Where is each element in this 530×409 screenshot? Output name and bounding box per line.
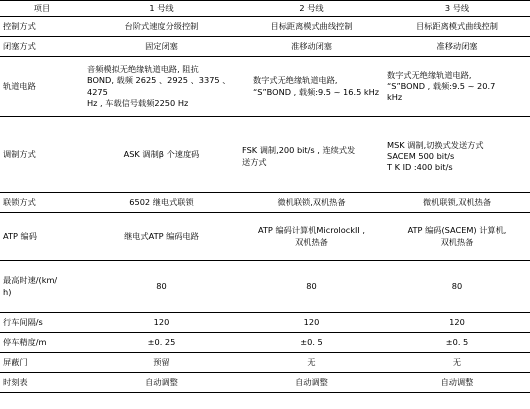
table-row: [0, 213, 530, 261]
cell-line-3: MSK 调制,切换式发送方式 SACEM 500 bit/s T K ID :400 bit/s: [384, 117, 530, 193]
row-label: 行车间隔/s: [0, 313, 84, 333]
row-label: 最高时速/(km/ h): [0, 261, 84, 313]
cell-line-3: 自动调整: [384, 373, 530, 393]
row-label: 轨道电路: [0, 57, 84, 117]
row-label: 屏蔽门: [0, 353, 84, 373]
cell-line-3: ATP 编码(SACEM) 计算机, 双机热备: [384, 213, 530, 261]
cell-line-3: 目标距离模式曲线控制: [384, 17, 530, 37]
cell-line-2: 120: [239, 313, 384, 333]
table-row: [0, 193, 530, 213]
table-row: [0, 37, 530, 57]
table-row: [0, 261, 530, 313]
row-label: 停车精度/m: [0, 333, 84, 353]
cell-line-2: 微机联锁,双机热备: [239, 193, 384, 213]
cell-line-2: 目标距离模式曲线控制: [239, 17, 384, 37]
table-row: [0, 353, 530, 373]
row-label: 时刻表: [0, 373, 84, 393]
cell-line-2: 80: [239, 261, 384, 313]
cell-line-1: 音频模拟无绝缘轨道电路, 阻抗 BOND, 载频 2625 、2925 、3375 、4275 Hz , 车载信号载频2250 Hz: [84, 57, 239, 117]
table-row: [0, 373, 530, 393]
table-row: [0, 333, 530, 353]
cell-line-1: 自动调整: [84, 373, 239, 393]
header-item: 项目: [0, 1, 84, 17]
row-label: 联锁方式: [0, 193, 84, 213]
cell-line-3: 准移动闭塞: [384, 37, 530, 57]
cell-line-2: 自动调整: [239, 373, 384, 393]
cell-line-3: ±0. 5: [384, 333, 530, 353]
cell-line-3: 120: [384, 313, 530, 333]
header-line-1: 1 号线: [84, 1, 239, 17]
table-row: [0, 117, 530, 193]
cell-line-2: ATP 编码计算机MicrolockII , 双机热备: [239, 213, 384, 261]
cell-line-1: 台阶式速度分级控制: [84, 17, 239, 37]
table-row: [0, 17, 530, 37]
cell-line-2: 数字式无绝缘轨道电路, “S”BOND , 载频:9.5 ~ 16.5 kHz: [239, 57, 384, 117]
row-label: 调制方式: [0, 117, 84, 193]
row-label: ATP 编码: [0, 213, 84, 261]
cell-line-1: 固定闭塞: [84, 37, 239, 57]
cell-line-1: 继电式ATP 编码电路: [84, 213, 239, 261]
cell-line-1: 80: [84, 261, 239, 313]
cell-line-3: 无: [384, 353, 530, 373]
cell-line-3: 80: [384, 261, 530, 313]
cell-line-1: ASK 调制β 个速度码: [84, 117, 239, 193]
cell-line-2: 无: [239, 353, 384, 373]
cell-line-1: 预留: [84, 353, 239, 373]
cell-line-3: 数字式无绝缘轨道电路, “S”BOND , 载频:9.5 ~ 20.7 kHz: [384, 57, 530, 117]
cell-line-1: 120: [84, 313, 239, 333]
cell-line-2: ±0. 5: [239, 333, 384, 353]
cell-line-1: ±0. 25: [84, 333, 239, 353]
table-row: [0, 313, 530, 333]
header-line-3: 3 号线: [384, 1, 530, 17]
row-label: 闭塞方式: [0, 37, 84, 57]
cell-line-2: 准移动闭塞: [239, 37, 384, 57]
cell-line-2: FSK 调制,200 bit/s , 连续式发 送方式: [239, 117, 384, 193]
header-line-2: 2 号线: [239, 1, 384, 17]
row-label: 控制方式: [0, 17, 84, 37]
table-row: [0, 57, 530, 117]
cell-line-1: 6502 继电式联锁: [84, 193, 239, 213]
table-header-row: [0, 1, 530, 17]
cell-line-3: 微机联锁,双机热备: [384, 193, 530, 213]
